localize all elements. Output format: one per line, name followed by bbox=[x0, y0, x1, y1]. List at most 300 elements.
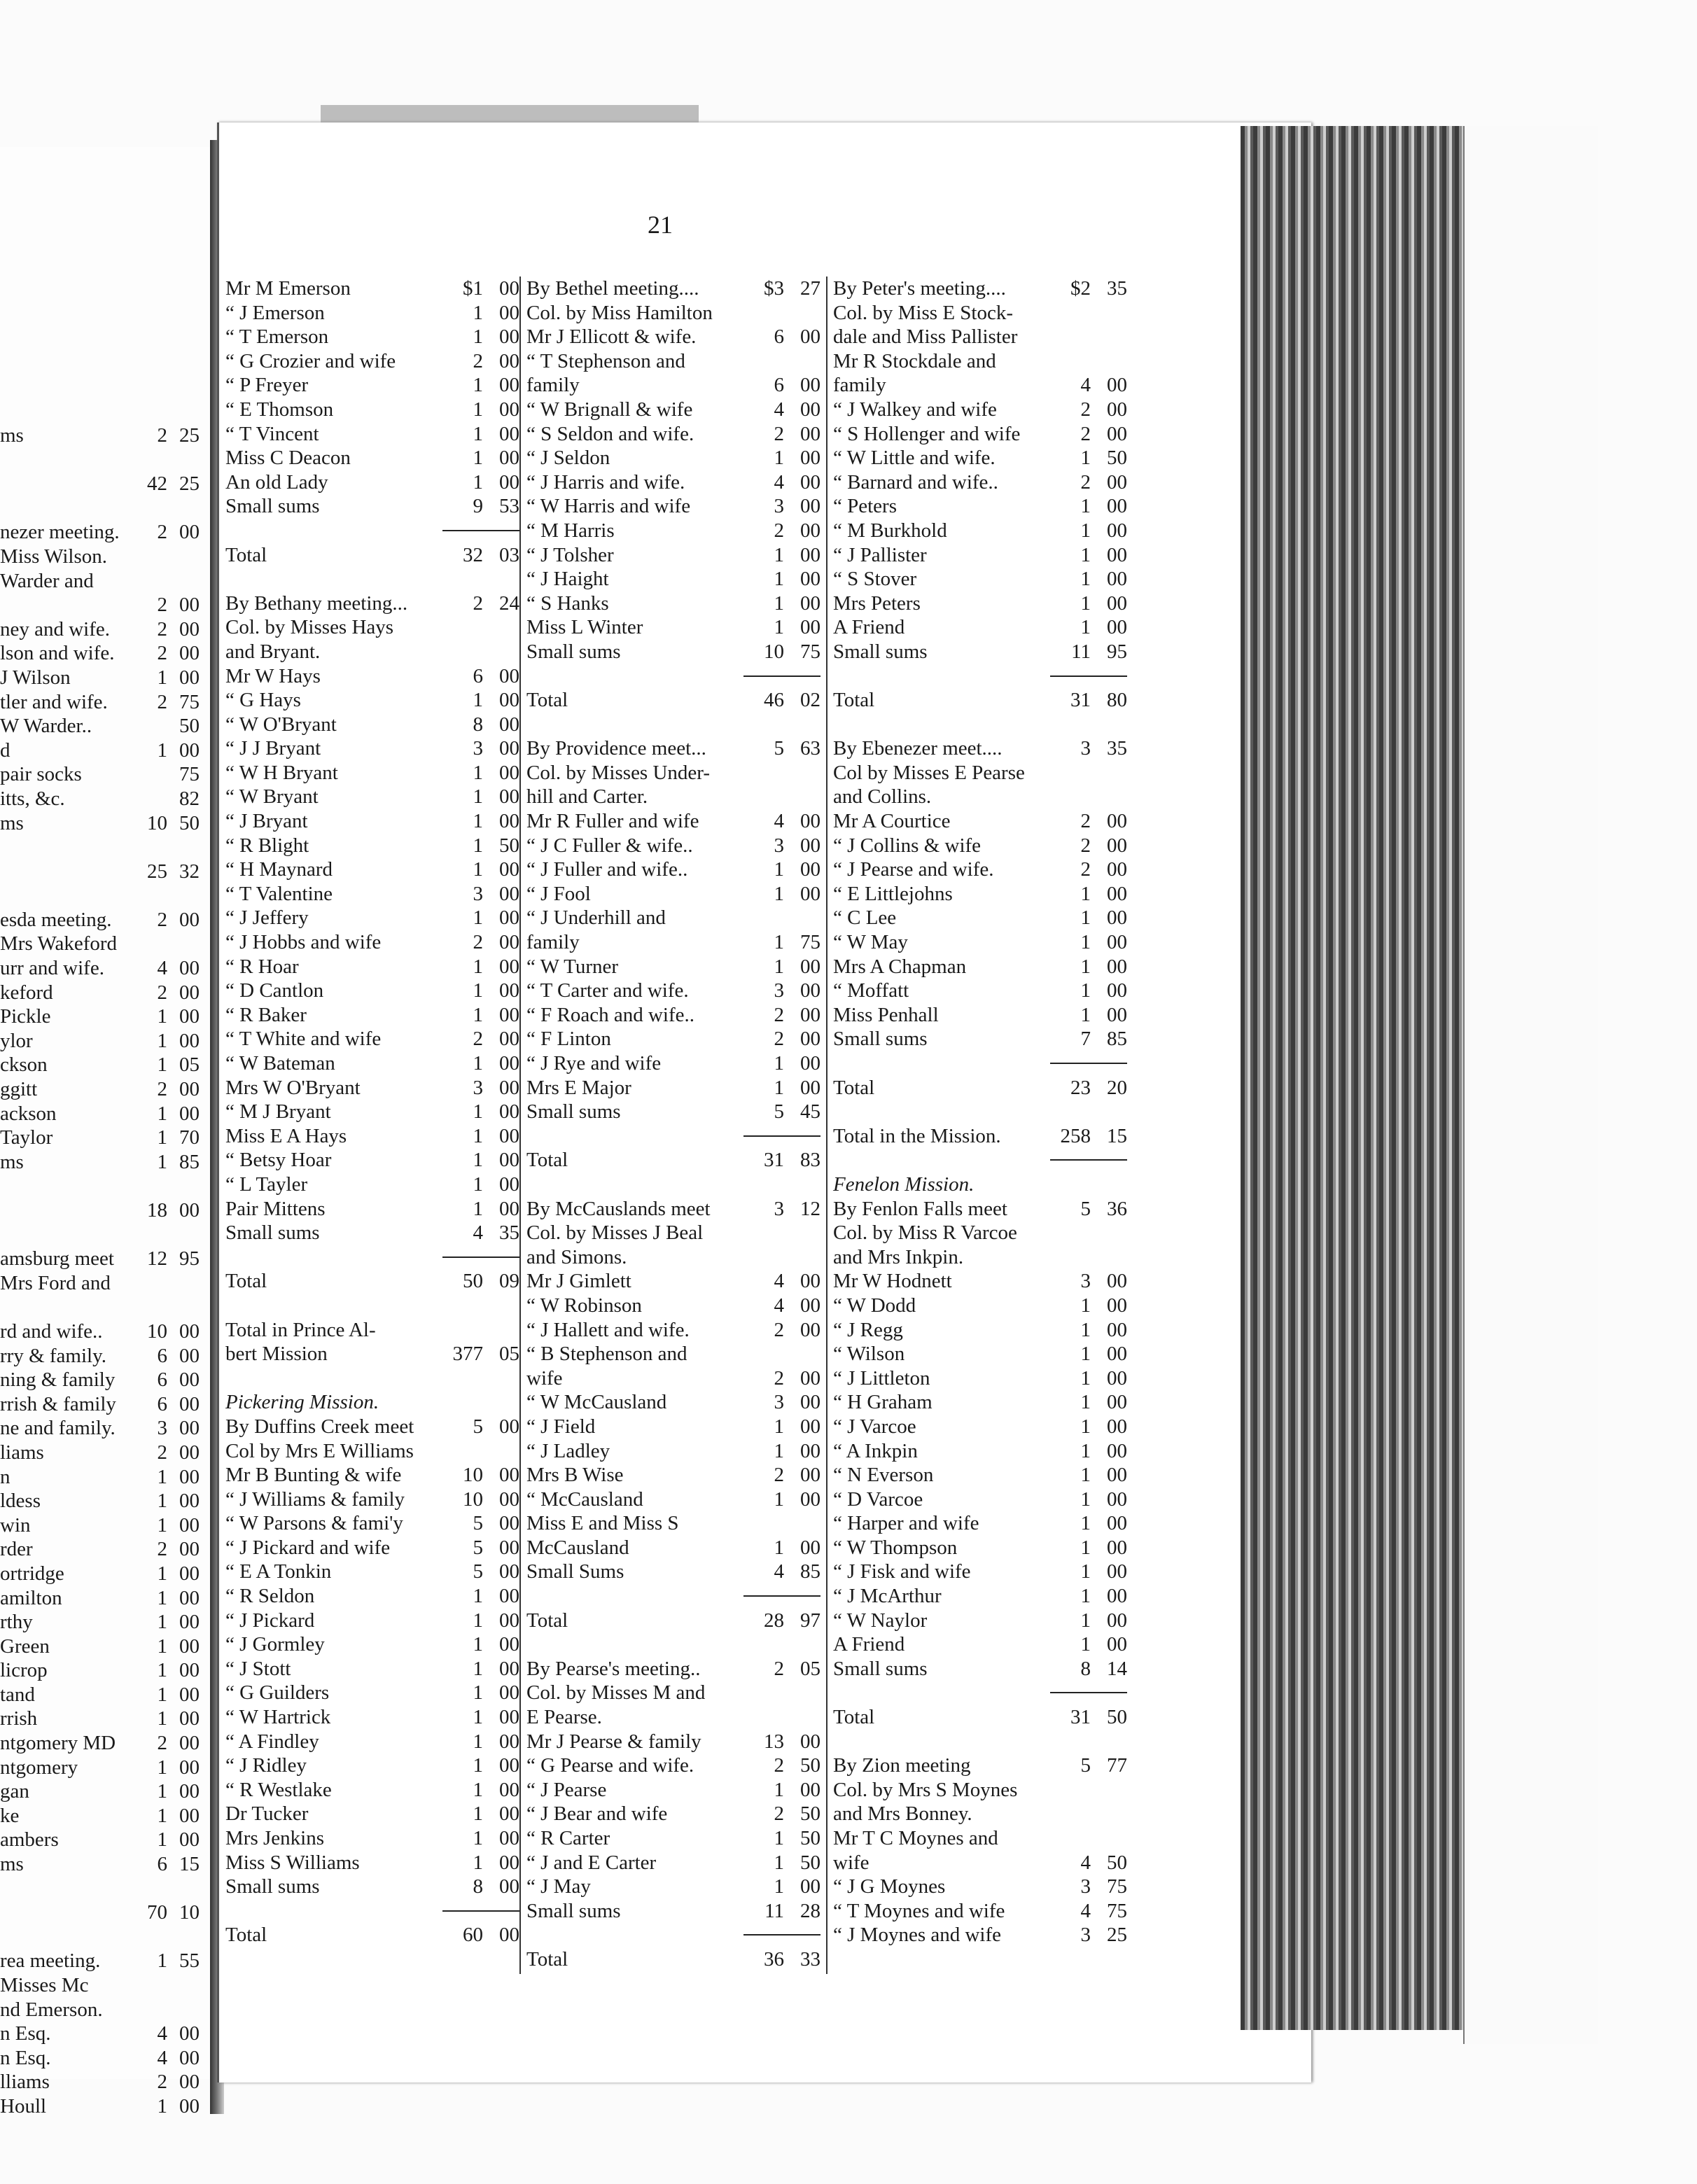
amount-cents: 00 bbox=[800, 1028, 820, 1051]
amount-dollars: 6 bbox=[157, 1344, 167, 1367]
amount-dollars: 1 bbox=[473, 1124, 483, 1147]
entry-name: By McCauslands meet bbox=[526, 1197, 711, 1220]
left-page bbox=[0, 147, 214, 2118]
amount-cents: 00 bbox=[1107, 1464, 1127, 1487]
entry-name bbox=[0, 593, 139, 617]
entry-name: Miss S Williams bbox=[225, 1851, 360, 1874]
amount-cents: 00 bbox=[179, 1513, 200, 1536]
amount-dollars: 8 bbox=[473, 713, 483, 736]
amount-cents bbox=[1091, 325, 1127, 349]
entry-name: itts, &c. bbox=[0, 787, 65, 810]
entry-name: “ T Valentine bbox=[225, 882, 333, 905]
amount-dollars: 1 bbox=[473, 906, 483, 930]
entry-name: Col. by Misses M and bbox=[526, 1681, 706, 1704]
ledger-entry bbox=[833, 1124, 1127, 1149]
entry-name: “ W Robinson bbox=[526, 1294, 642, 1317]
amount-cents: 95 bbox=[179, 1247, 200, 1270]
ledger-entry bbox=[526, 1802, 820, 1826]
ledger-entry bbox=[225, 1851, 519, 1875]
ledger-entry bbox=[833, 1826, 1127, 1851]
amount-cents bbox=[167, 1998, 200, 2022]
amount-dollars bbox=[139, 496, 167, 521]
amount-dollars: 1 bbox=[157, 1562, 167, 1585]
amount-cents bbox=[784, 349, 820, 374]
entry-name: “ S Seldon and wife. bbox=[526, 422, 694, 445]
amount-dollars: 1 bbox=[1080, 1464, 1091, 1487]
ledger-entry bbox=[225, 1705, 519, 1730]
ledger-entry bbox=[225, 1657, 519, 1681]
amount-cents: 00 bbox=[499, 1488, 519, 1511]
ledger-entry bbox=[526, 785, 820, 809]
ledger-entry bbox=[225, 543, 519, 568]
amount-dollars: 2 bbox=[774, 1028, 784, 1051]
ledger-entry bbox=[0, 1150, 200, 1175]
entry-name: “ J Walkey and wife bbox=[833, 398, 997, 421]
ledger-entry bbox=[526, 1027, 820, 1051]
amount-dollars: 1 bbox=[473, 834, 483, 857]
entry-name: “ J Bear and wife bbox=[526, 1802, 668, 1826]
amount-cents: 00 bbox=[499, 349, 519, 372]
amount-cents bbox=[167, 932, 200, 956]
amount-cents: 35 bbox=[1107, 277, 1127, 300]
amount-dollars: 31 bbox=[764, 1149, 784, 1172]
entry-name: By Duffins Creek meet bbox=[225, 1415, 414, 1438]
ledger-entry bbox=[225, 1100, 519, 1124]
entry-name: “ J and E Carter bbox=[526, 1851, 657, 1874]
entry-name: Mr J Ellicott & wife. bbox=[526, 326, 697, 349]
ledger-entry bbox=[526, 422, 820, 447]
ledger-entry bbox=[833, 1730, 1127, 1754]
amount-dollars: 46 bbox=[764, 689, 784, 712]
amount-cents: 00 bbox=[1107, 592, 1127, 615]
amount-cents: 00 bbox=[179, 1683, 200, 1706]
amount-cents: 00 bbox=[800, 447, 820, 470]
amount-dollars: 3 bbox=[1080, 1924, 1091, 1947]
entry-name: rrish bbox=[0, 1707, 38, 1730]
ledger-entry bbox=[526, 398, 820, 422]
ledger-entry bbox=[833, 615, 1127, 640]
entry-name bbox=[0, 496, 139, 521]
amount-cents: 00 bbox=[499, 1802, 519, 1826]
ledger-entry bbox=[833, 1536, 1127, 1560]
amount-dollars: 1 bbox=[473, 1778, 483, 1801]
amount-cents: 36 bbox=[1107, 1197, 1127, 1220]
amount-cents: 82 bbox=[179, 787, 200, 810]
entry-name bbox=[225, 567, 433, 592]
amount-dollars: 1 bbox=[1080, 447, 1091, 470]
amount-dollars: 1 bbox=[1080, 495, 1091, 518]
amount-cents: 00 bbox=[499, 1149, 519, 1172]
amount-dollars bbox=[139, 1925, 167, 1949]
amount-cents: 75 bbox=[1107, 1875, 1127, 1898]
amount-dollars: 1 bbox=[473, 1149, 483, 1172]
entry-name: Total bbox=[833, 689, 875, 712]
column-divider bbox=[826, 276, 827, 1974]
entry-name: Miss L Winter bbox=[526, 616, 643, 639]
amount-cents: 63 bbox=[800, 737, 820, 760]
amount-dollars: 7 bbox=[1080, 1028, 1091, 1051]
ledger-entry bbox=[225, 1681, 519, 1705]
amount-cents: 55 bbox=[179, 1949, 200, 1973]
ledger-entry bbox=[526, 1899, 820, 1924]
ledger-entry bbox=[833, 1197, 1127, 1222]
entry-name bbox=[0, 1223, 139, 1247]
entry-name: Total bbox=[225, 543, 267, 566]
amount-cents: 10 bbox=[179, 1901, 200, 1924]
amount-dollars: 5 bbox=[774, 737, 784, 760]
amount-cents: 00 bbox=[1107, 1366, 1127, 1390]
entry-name: Mrs W O'Bryant bbox=[225, 1076, 361, 1099]
amount-cents: 00 bbox=[800, 422, 820, 445]
amount-dollars: 1 bbox=[1080, 882, 1091, 905]
ledger-entry bbox=[833, 1076, 1127, 1100]
amount-cents: 00 bbox=[499, 1536, 519, 1559]
book-cover bbox=[1463, 126, 1598, 2044]
amount-dollars: 4 bbox=[1080, 1851, 1091, 1874]
amount-dollars: 6 bbox=[473, 664, 483, 687]
amount-cents: 00 bbox=[499, 422, 519, 445]
ledger-entry bbox=[526, 1221, 820, 1245]
ledger-entry bbox=[833, 809, 1127, 834]
amount-dollars: 31 bbox=[1070, 1706, 1091, 1729]
ledger-entry bbox=[225, 1366, 519, 1391]
amount-cents bbox=[784, 785, 820, 809]
amount-dollars: 1 bbox=[473, 422, 483, 445]
ledger-entry bbox=[0, 1658, 200, 1683]
entry-name: family bbox=[526, 931, 580, 954]
ledger-entry bbox=[833, 713, 1127, 737]
amount-dollars: 1 bbox=[473, 1657, 483, 1680]
amount-dollars: 1 bbox=[1080, 519, 1091, 542]
amount-cents: 00 bbox=[800, 1488, 820, 1511]
ledger-entry bbox=[0, 1392, 200, 1417]
amount-cents: 00 bbox=[179, 2094, 200, 2118]
amount-cents: 00 bbox=[800, 1318, 820, 1341]
amount-cents bbox=[1091, 301, 1127, 326]
entry-name: Mr T C Moynes and bbox=[833, 1827, 998, 1849]
amount-cents: 00 bbox=[179, 908, 200, 931]
ledger-entry bbox=[225, 1778, 519, 1802]
amount-dollars: 1 bbox=[774, 1415, 784, 1438]
ledger-entry bbox=[225, 1269, 519, 1294]
entry-name: Miss Penhall bbox=[833, 1003, 939, 1026]
amount-dollars: 1 bbox=[473, 447, 483, 470]
amount-cents: 77 bbox=[1107, 1754, 1127, 1777]
amount-cents: 14 bbox=[1107, 1657, 1127, 1680]
amount-cents: 00 bbox=[1107, 1294, 1127, 1317]
amount-dollars: 1 bbox=[157, 1683, 167, 1706]
ledger-entry bbox=[833, 1609, 1127, 1633]
entry-name: Col. by Misses Under- bbox=[526, 761, 711, 784]
amount-dollars bbox=[1040, 1221, 1091, 1245]
amount-dollars: 1 bbox=[1080, 543, 1091, 566]
amount-dollars: 1 bbox=[1080, 1536, 1091, 1559]
amount-dollars: 6 bbox=[774, 374, 784, 397]
ledger-entry bbox=[526, 1681, 820, 1705]
amount-cents: 33 bbox=[800, 1947, 820, 1970]
amount-cents: 00 bbox=[179, 2022, 200, 2045]
amount-cents: 00 bbox=[179, 521, 200, 544]
amount-cents: 00 bbox=[179, 642, 200, 665]
amount-cents: 00 bbox=[1107, 1318, 1127, 1341]
entry-name bbox=[0, 883, 139, 908]
amount-cents bbox=[167, 1223, 200, 1247]
amount-dollars: 2 bbox=[774, 1657, 784, 1680]
amount-dollars: 1 bbox=[1080, 1633, 1091, 1656]
amount-dollars: 5 bbox=[473, 1415, 483, 1438]
ledger-entry bbox=[0, 1949, 200, 1973]
amount-dollars bbox=[734, 785, 784, 809]
amount-cents: 25 bbox=[179, 424, 200, 447]
entry-name: tler and wife. bbox=[0, 690, 108, 713]
amount-cents: 00 bbox=[1107, 906, 1127, 930]
ledger-entry bbox=[526, 1197, 820, 1222]
amount-cents: 75 bbox=[800, 640, 820, 663]
amount-cents: 00 bbox=[1107, 1270, 1127, 1293]
amount-cents: 00 bbox=[499, 301, 519, 324]
ledger-entry bbox=[0, 883, 200, 908]
amount-dollars: 1 bbox=[1080, 1609, 1091, 1632]
entry-name: Total bbox=[833, 1076, 875, 1099]
entry-name: nd Emerson. bbox=[0, 1998, 103, 2021]
entry-name: Misses Mc bbox=[0, 1974, 89, 1996]
amount-cents: 00 bbox=[499, 1464, 519, 1487]
entry-name: “ D Varcoe bbox=[833, 1488, 923, 1511]
ledger-entry bbox=[526, 1488, 820, 1512]
amount-cents: 02 bbox=[800, 689, 820, 712]
amount-cents: 00 bbox=[1107, 1633, 1127, 1656]
total-rule bbox=[0, 835, 200, 860]
amount-dollars: 1 bbox=[473, 979, 483, 1002]
amount-dollars: 1 bbox=[1080, 1366, 1091, 1390]
ledger-entry bbox=[0, 1634, 200, 1659]
amount-cents: 00 bbox=[800, 1536, 820, 1559]
amount-dollars: 1 bbox=[774, 592, 784, 615]
amount-dollars: 5 bbox=[1080, 1197, 1091, 1220]
entry-name: “ G Guilders bbox=[225, 1681, 330, 1704]
ledger-entry bbox=[225, 1318, 519, 1343]
amount-cents: 00 bbox=[1107, 1415, 1127, 1438]
entry-name: n bbox=[0, 1465, 11, 1488]
amount-dollars: 10 bbox=[147, 811, 167, 834]
ledger-entry bbox=[526, 543, 820, 568]
entry-name: ntgomery bbox=[0, 1756, 78, 1779]
amount-dollars: 3 bbox=[473, 737, 483, 760]
amount-cents: 85 bbox=[179, 1150, 200, 1173]
entry-name: “ J Rye and wife bbox=[526, 1052, 662, 1074]
amount-dollars bbox=[734, 713, 784, 737]
amount-dollars: 1 bbox=[1080, 955, 1091, 978]
entry-name: and Mrs Inkpin. bbox=[833, 1245, 964, 1268]
amount-dollars: 5 bbox=[774, 1100, 784, 1124]
amount-cents bbox=[784, 713, 820, 737]
ledger-entry bbox=[526, 1851, 820, 1875]
amount-cents: 00 bbox=[499, 1052, 519, 1074]
entry-name bbox=[0, 860, 139, 884]
amount-dollars: 1 bbox=[1080, 616, 1091, 639]
amount-dollars: 1 bbox=[774, 616, 784, 639]
ledger-entry bbox=[0, 472, 200, 496]
entry-name bbox=[526, 713, 734, 737]
amount-dollars: 1 bbox=[1080, 906, 1091, 930]
amount-dollars: 2 bbox=[774, 1754, 784, 1777]
amount-cents: 00 bbox=[499, 931, 519, 954]
total-rule bbox=[833, 664, 1127, 689]
amount-cents bbox=[483, 640, 519, 664]
amount-cents bbox=[784, 1511, 820, 1536]
amount-cents: 00 bbox=[800, 1003, 820, 1026]
entry-name: tand bbox=[0, 1683, 35, 1706]
entry-name: Mr A Courtice bbox=[833, 810, 951, 833]
ledger-entry bbox=[833, 1439, 1127, 1464]
entry-name: Pair Mittens bbox=[225, 1197, 326, 1220]
amount-dollars: 4 bbox=[774, 810, 784, 833]
entry-name: An old Lady bbox=[225, 470, 328, 493]
ledger-entry bbox=[225, 1439, 519, 1464]
amount-cents: 00 bbox=[179, 1368, 200, 1392]
amount-dollars: 9 bbox=[473, 495, 483, 518]
total-rule bbox=[526, 664, 820, 689]
entry-name: nezer meeting. bbox=[0, 521, 120, 544]
entry-name: “ G Crozier and wife bbox=[225, 349, 396, 372]
amount-cents bbox=[784, 301, 820, 326]
amount-cents: 00 bbox=[1107, 470, 1127, 493]
entry-name: lliams bbox=[0, 2071, 50, 2094]
entry-name: “ C Lee bbox=[833, 906, 897, 930]
ledger-entry bbox=[225, 325, 519, 349]
amount-cents: 00 bbox=[179, 617, 200, 640]
entry-name bbox=[833, 713, 1040, 737]
amount-dollars: 5 bbox=[473, 1512, 483, 1535]
entry-name: Small sums bbox=[833, 1657, 928, 1680]
ledger-entry bbox=[225, 688, 519, 713]
ledger-entry bbox=[0, 1247, 200, 1271]
entry-name: ms bbox=[0, 1853, 24, 1876]
ledger-entry bbox=[0, 1102, 200, 1126]
entry-name: Mrs Peters bbox=[833, 592, 921, 615]
amount-dollars bbox=[734, 1632, 784, 1657]
amount-dollars: 4 bbox=[157, 2046, 167, 2069]
amount-cents: 00 bbox=[800, 543, 820, 566]
amount-dollars bbox=[1040, 301, 1091, 326]
ledger-entry bbox=[0, 1126, 200, 1150]
amount-cents: 00 bbox=[499, 713, 519, 736]
amount-dollars bbox=[734, 1681, 784, 1705]
entry-name: “ F Roach and wife.. bbox=[526, 1003, 694, 1026]
total-rule bbox=[0, 448, 200, 472]
amount-cents: 50 bbox=[179, 715, 200, 738]
ledger-entry bbox=[0, 1537, 200, 1562]
amount-dollars: $1 bbox=[463, 277, 483, 300]
amount-dollars bbox=[433, 1294, 483, 1318]
entry-name: and Bryant. bbox=[225, 640, 321, 663]
entry-name: “ S Hollenger and wife bbox=[833, 422, 1021, 445]
amount-cents: 00 bbox=[1107, 1560, 1127, 1583]
entry-name: By Fenlon Falls meet bbox=[833, 1197, 1007, 1220]
entry-name: ortridge bbox=[0, 1562, 64, 1585]
amount-dollars bbox=[734, 301, 784, 326]
entry-name: Mrs Wakeford bbox=[0, 932, 118, 955]
entry-name: “ S Hanks bbox=[526, 592, 609, 615]
amount-cents bbox=[167, 1973, 200, 1998]
ledger-entry bbox=[0, 2022, 200, 2046]
ledger-entry bbox=[833, 1100, 1127, 1124]
entry-name: “ E A Tonkin bbox=[225, 1560, 332, 1583]
amount-dollars: 1 bbox=[774, 1875, 784, 1898]
ledger-entry bbox=[526, 592, 820, 616]
amount-cents: 00 bbox=[1107, 858, 1127, 881]
entry-name: Mr J Gimlett bbox=[526, 1270, 631, 1293]
entry-name: “ W Bryant bbox=[225, 785, 319, 808]
ledger-entry bbox=[833, 1463, 1127, 1488]
amount-dollars: 1 bbox=[473, 761, 483, 784]
amount-dollars: 1 bbox=[473, 1681, 483, 1704]
ledger-entry bbox=[225, 1390, 519, 1415]
amount-cents bbox=[483, 1366, 519, 1391]
ledger-entry bbox=[225, 1609, 519, 1633]
amount-dollars: 1 bbox=[1080, 931, 1091, 954]
entry-name: licrop bbox=[0, 1659, 48, 1682]
ledger-entry bbox=[225, 1802, 519, 1826]
amount-cents: 00 bbox=[1107, 1003, 1127, 1026]
amount-dollars: 1 bbox=[473, 1851, 483, 1874]
ledger-entry bbox=[833, 1318, 1127, 1343]
ledger-entry bbox=[225, 1003, 519, 1028]
amount-dollars: 1 bbox=[1080, 1003, 1091, 1026]
amount-dollars bbox=[734, 761, 784, 785]
ledger-entry bbox=[225, 349, 519, 374]
entry-name: “ J Field bbox=[526, 1415, 596, 1438]
ledger-entry bbox=[225, 1415, 519, 1439]
amount-cents bbox=[1091, 349, 1127, 374]
ledger-entry bbox=[0, 545, 200, 569]
amount-cents bbox=[167, 569, 200, 594]
amount-dollars: 3 bbox=[1080, 1875, 1091, 1898]
amount-dollars: 10 bbox=[764, 640, 784, 663]
entry-name: ylor bbox=[0, 1029, 33, 1052]
ledger-entry bbox=[225, 834, 519, 858]
entry-name: Total in the Mission. bbox=[833, 1124, 1001, 1147]
amount-dollars bbox=[139, 883, 167, 908]
entry-name: Small sums bbox=[526, 1899, 621, 1922]
amount-cents: 05 bbox=[499, 1343, 519, 1366]
amount-cents bbox=[1091, 1730, 1127, 1754]
amount-dollars: 70 bbox=[147, 1901, 167, 1924]
entry-name: “ J Collins & wife bbox=[833, 834, 982, 857]
amount-dollars: 1 bbox=[473, 1100, 483, 1124]
amount-cents: 85 bbox=[800, 1560, 820, 1583]
ledger-entry bbox=[0, 1053, 200, 1077]
amount-dollars: 2 bbox=[157, 1538, 167, 1561]
amount-cents: 00 bbox=[499, 1778, 519, 1801]
entry-name: “ J McArthur bbox=[833, 1585, 942, 1608]
amount-dollars: 4 bbox=[774, 470, 784, 493]
entry-name bbox=[833, 1100, 1040, 1124]
entry-name: Col. by Miss Hamilton bbox=[526, 301, 713, 324]
amount-dollars bbox=[139, 762, 167, 787]
amount-dollars: 1 bbox=[1080, 1585, 1091, 1608]
amount-dollars: 2 bbox=[473, 349, 483, 372]
amount-dollars: 1 bbox=[774, 1076, 784, 1099]
amount-cents: 70 bbox=[179, 1126, 200, 1149]
amount-cents bbox=[1091, 1100, 1127, 1124]
entry-name: Col by Misses E Pearse bbox=[833, 761, 1025, 784]
entry-name: “ W McCausland bbox=[526, 1391, 667, 1414]
amount-dollars: 1 bbox=[157, 1780, 167, 1803]
entry-name: “ Wilson bbox=[833, 1343, 905, 1366]
amount-dollars: 10 bbox=[463, 1488, 483, 1511]
entry-name bbox=[0, 1900, 139, 1925]
